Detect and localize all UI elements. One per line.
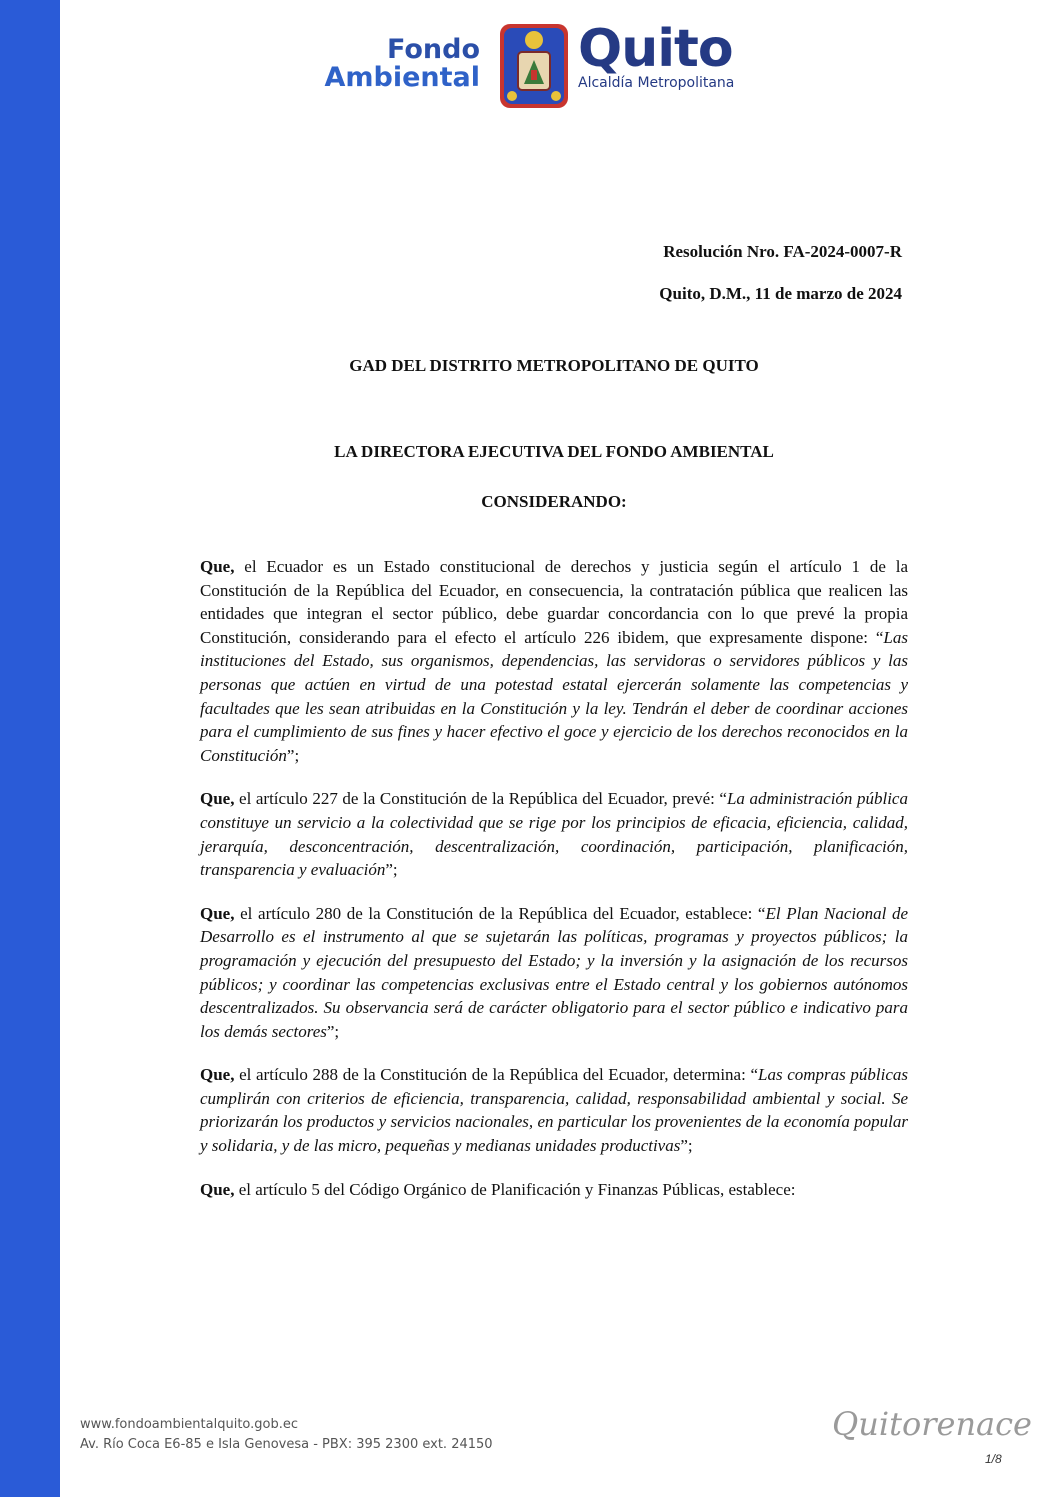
document-body [200, 555, 908, 1221]
considering-paragraph [200, 1178, 908, 1202]
paragraph-text: el artículo 227 de la Constitución de la República del Ecuador, prevé: “ [234, 789, 727, 809]
quito-alcaldia-logo [578, 19, 735, 91]
quito-crest-icon [498, 22, 570, 110]
paragraph-end: ”; [286, 745, 300, 765]
paragraph-text: el Ecuador es un Estado constitucional de derechos y justicia según el artículo 1 de la Constitución de la República del Ecuador, en consecuencia, la contratación pública que realicen las entidades que integran el sector público, debe guardar concordancia con lo que prevé la propia Constitución, considerando para el efecto el artículo 226 ibidem, que expresamente dispone: “ [200, 557, 908, 647]
footer-address: Av. Río Coca E6-85 e Isla Genovesa - PBX: 395 2300 ext. 24150 [80, 1437, 493, 1452]
page-number: 1/8 [985, 1452, 1002, 1466]
considering-paragraph [200, 902, 908, 1044]
paragraph-end: ”; [385, 860, 398, 880]
side-accent-bar [0, 0, 60, 1497]
considering-paragraph [200, 787, 908, 881]
paragraph-lead: Que, [200, 1065, 235, 1085]
paragraph-lead: Que, [200, 1179, 235, 1199]
authority-heading: LA DIRECTORA EJECUTIVA DEL FONDO AMBIENTAL [334, 442, 774, 461]
paragraph-quote: Las instituciones del Estado, sus organismos, dependencias, las servidoras o servidores públicos y las personas que actúen en virtud de una potestad estatal ejercerán solamente las competencias y facultades que les sean atribuidas en la Constitución y la ley. Tendrán el deber de coordinar acciones para el cumplimiento de sus fines y hacer efectivo el goce y ejercicio de los derechos reconocidos en la Constitución [200, 627, 908, 765]
footer-website-link[interactable]: www.fondoambientalquito.gob.ec [80, 1417, 299, 1432]
paragraph-lead: Que, [200, 789, 235, 809]
paragraph-quote: El Plan Nacional de Desarrollo es el instrumento al que se sujetarán las políticas, programas y proyectos públicos; la programación y ejecución del presupuesto del Estado; y la inversión y la asignación de los recursos públicos; y coordinar las competencias exclusivas entre el Estado central y los gobiernos autónomos descentralizados. Su observancia será de carácter obligatorio para el sector público e indicativo para los demás sectores [200, 903, 908, 1041]
paragraph-quote: La administración pública constituye un servicio a la colectividad que se rige por los principios de eficacia, eficiencia, calidad, jerarquía, desconcentración, descentralización, coordinación, participación, planificación, transparencia y evaluación [200, 789, 908, 880]
paragraph-lead: Que, [200, 557, 235, 576]
logo-fondo-line1: Fondo [387, 34, 480, 65]
considering-paragraph [200, 1063, 908, 1157]
fondo-ambiental-logo [300, 36, 480, 93]
entity-heading: GAD DEL DISTRITO METROPOLITANO DE QUITO [349, 356, 759, 375]
paragraph-end: ”; [326, 1021, 340, 1041]
paragraph-text: el artículo 5 del Código Orgánico de Planificación y Finanzas Públicas, establece: [234, 1179, 796, 1199]
logo-fondo-line2: Ambiental [324, 62, 480, 94]
place-date: Quito, D.M., 11 de marzo de 2024 [659, 284, 902, 303]
considering-heading: CONSIDERANDO: [481, 492, 627, 511]
paragraph-text: el artículo 288 de la Constitución de la República del Ecuador, determina: “ [234, 1065, 759, 1085]
footer-contact [80, 1415, 493, 1455]
paragraph-end: ”; [680, 1136, 693, 1156]
paragraph-text: el artículo 280 de la Constitución de la República del Ecuador, establece: “ [234, 903, 766, 923]
paragraph-lead: Que, [200, 903, 235, 923]
logo-quito-text: Quito [578, 19, 733, 79]
quitorenace-brand: Quitorenace [832, 1405, 1032, 1443]
logo-quito-subtitle: Alcaldía Metropolitana [578, 74, 735, 91]
resolution-number: Resolución Nro. FA-2024-0007-R [663, 242, 902, 261]
considering-paragraph [200, 555, 908, 767]
paragraph-quote: Las compras públicas cumplirán con criterios de eficiencia, transparencia, calidad, responsabilidad ambiental y social. Se priorizarán los productos y servicios nacionales, en particular los provenientes de la economía popular y solidaria, y de las micro, pequeñas y medianas unidades productivas [200, 1065, 909, 1156]
